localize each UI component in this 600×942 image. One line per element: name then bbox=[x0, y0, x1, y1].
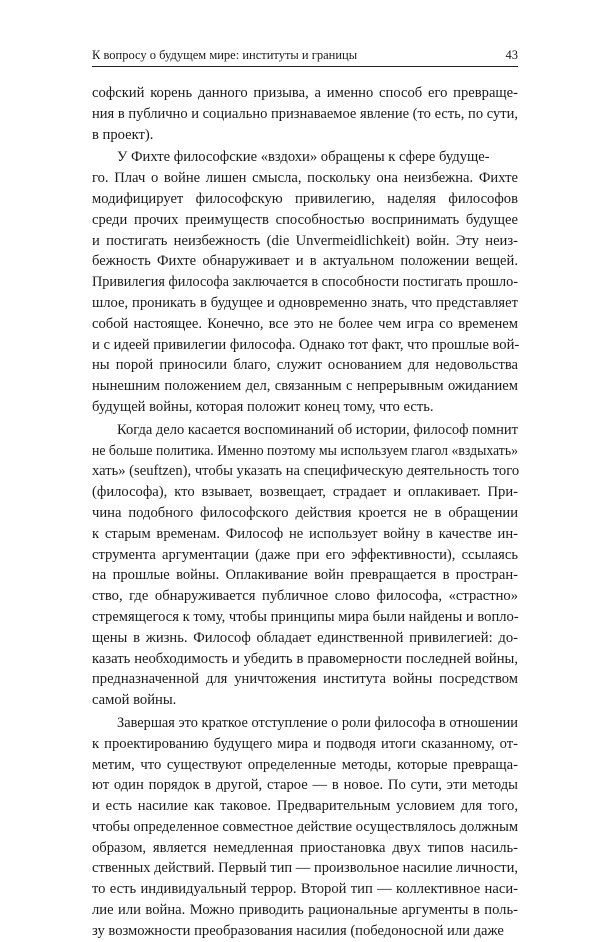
text-line: шлое, проникать в будущее и одновременно знать, что представляет bbox=[92, 294, 518, 311]
running-head bbox=[92, 47, 518, 67]
paragraph bbox=[92, 713, 518, 942]
text-line: среди прочих преимуществ способностью воспринимать будущее bbox=[92, 211, 518, 228]
text-line: струмента аргументации (даже при его эффективности), ссылаясь bbox=[92, 546, 518, 563]
header-rule bbox=[92, 66, 518, 67]
page-number: 43 bbox=[505, 48, 518, 62]
text-line: образом, является немедленная приостановка двух типов насиль- bbox=[92, 839, 518, 856]
text-line: ство, где обнаруживается публичное слово философа, «страстно» bbox=[92, 588, 518, 605]
text-line: бежность Фихте обнаруживает и в актуальном положении вещей. bbox=[92, 253, 518, 270]
text-line: казать необходимость и убедить в правомерности последней войны, bbox=[92, 650, 518, 667]
text-line: ния в публично и социально признаваемое явление (то есть, по сути, bbox=[92, 105, 518, 122]
text-line: модифицирует философскую привилегию, наделяя философов bbox=[92, 190, 518, 207]
text-line: ют один порядок в другой, старое — в новое. По сути, эти методы bbox=[92, 777, 518, 794]
paragraph bbox=[92, 83, 518, 145]
text-line: стремящегося к тому, чтобы принципы мира были найдены и вопло- bbox=[92, 608, 519, 625]
text-line: Когда дело касается воспоминаний об истории, философ помнит bbox=[117, 421, 518, 438]
text-line: не больше политика. Именно поэтому мы используем глагол «вздыхать» bbox=[92, 442, 518, 459]
text-line: ственных действий. Первый тип — произвольное насилие личности, bbox=[92, 860, 518, 877]
text-line: нынешним положением дел, связанным с непрерывным ожиданием bbox=[92, 378, 518, 395]
text-line: Завершая это краткое отступление о роли философа в отношении bbox=[117, 714, 518, 731]
text-line: и постигать неизбежность (die Unvermeidlichkeit) войн. Эту неиз- bbox=[92, 232, 518, 249]
text-line: зу возможности преобразования насилия (победоносной или даже bbox=[92, 922, 504, 939]
text-line: и с идеей привилегии философа. Однако тот факт, что прошлые вой- bbox=[92, 336, 520, 353]
text-line: будущей войны, которая положит конец тому, что есть. bbox=[92, 398, 434, 415]
text-line: го. Плач о войне лишен смысла, поскольку она неизбежна. Фихте bbox=[92, 170, 518, 187]
text-line: (философа), кто взывает, возвещает, страдает и оплакивает. При- bbox=[92, 484, 518, 501]
text-line: собой настоящее. Конечно, все это не более чем игра со временем bbox=[92, 315, 518, 332]
text-line: щены в жизнь. Философ обладает единственной привилегией: до- bbox=[92, 629, 518, 646]
text-line: ны порой приносили благо, служит основанием для недовольства bbox=[92, 357, 518, 374]
text-line: софский корень данного призыва, а именно способ его превраще- bbox=[92, 85, 518, 101]
paragraph bbox=[92, 147, 518, 417]
text-line: то есть индивидуальный террор. Второй тип — коллективное наси- bbox=[92, 881, 518, 898]
text-line: лие или война. Можно приводить рациональные аргументы в поль- bbox=[92, 902, 518, 919]
running-title: К вопросу о будущем мире: институты и границы bbox=[92, 48, 358, 62]
text-line: самой войны. bbox=[92, 692, 177, 709]
paragraph bbox=[92, 420, 518, 711]
text-line: предназначенной для уничтожения института войны посредством bbox=[92, 671, 518, 688]
text-line: У Фихте философские «вздохи» обращены к сфере будуще- bbox=[117, 149, 490, 166]
text-line: на прошлые войны. Оплакивание войн превращается в простран- bbox=[92, 567, 518, 584]
text-line: чина подобного философского действия кроется не в обращении bbox=[92, 504, 518, 521]
text-line: хать» (seuftzen), чтобы указать на специфическую деятельность того bbox=[92, 463, 520, 480]
text-line: чтобы определенное совместное действие осуществлялось должным bbox=[92, 818, 518, 835]
text-line: метим, что существуют определенные методы, которые превраща- bbox=[92, 756, 518, 773]
body-text bbox=[92, 83, 518, 942]
text-line: Привилегия философа заключается в способности постигать прошло- bbox=[92, 274, 518, 291]
text-line: в проект). bbox=[92, 126, 154, 143]
text-line: к проектированию будущего мира и подводя итоги сказанному, от- bbox=[92, 735, 518, 752]
text-line: к старым временам. Философ не использует войну в качестве ин- bbox=[92, 525, 518, 542]
text-line: и есть насилие как таковое. Предварительным условием для того, bbox=[92, 798, 518, 815]
